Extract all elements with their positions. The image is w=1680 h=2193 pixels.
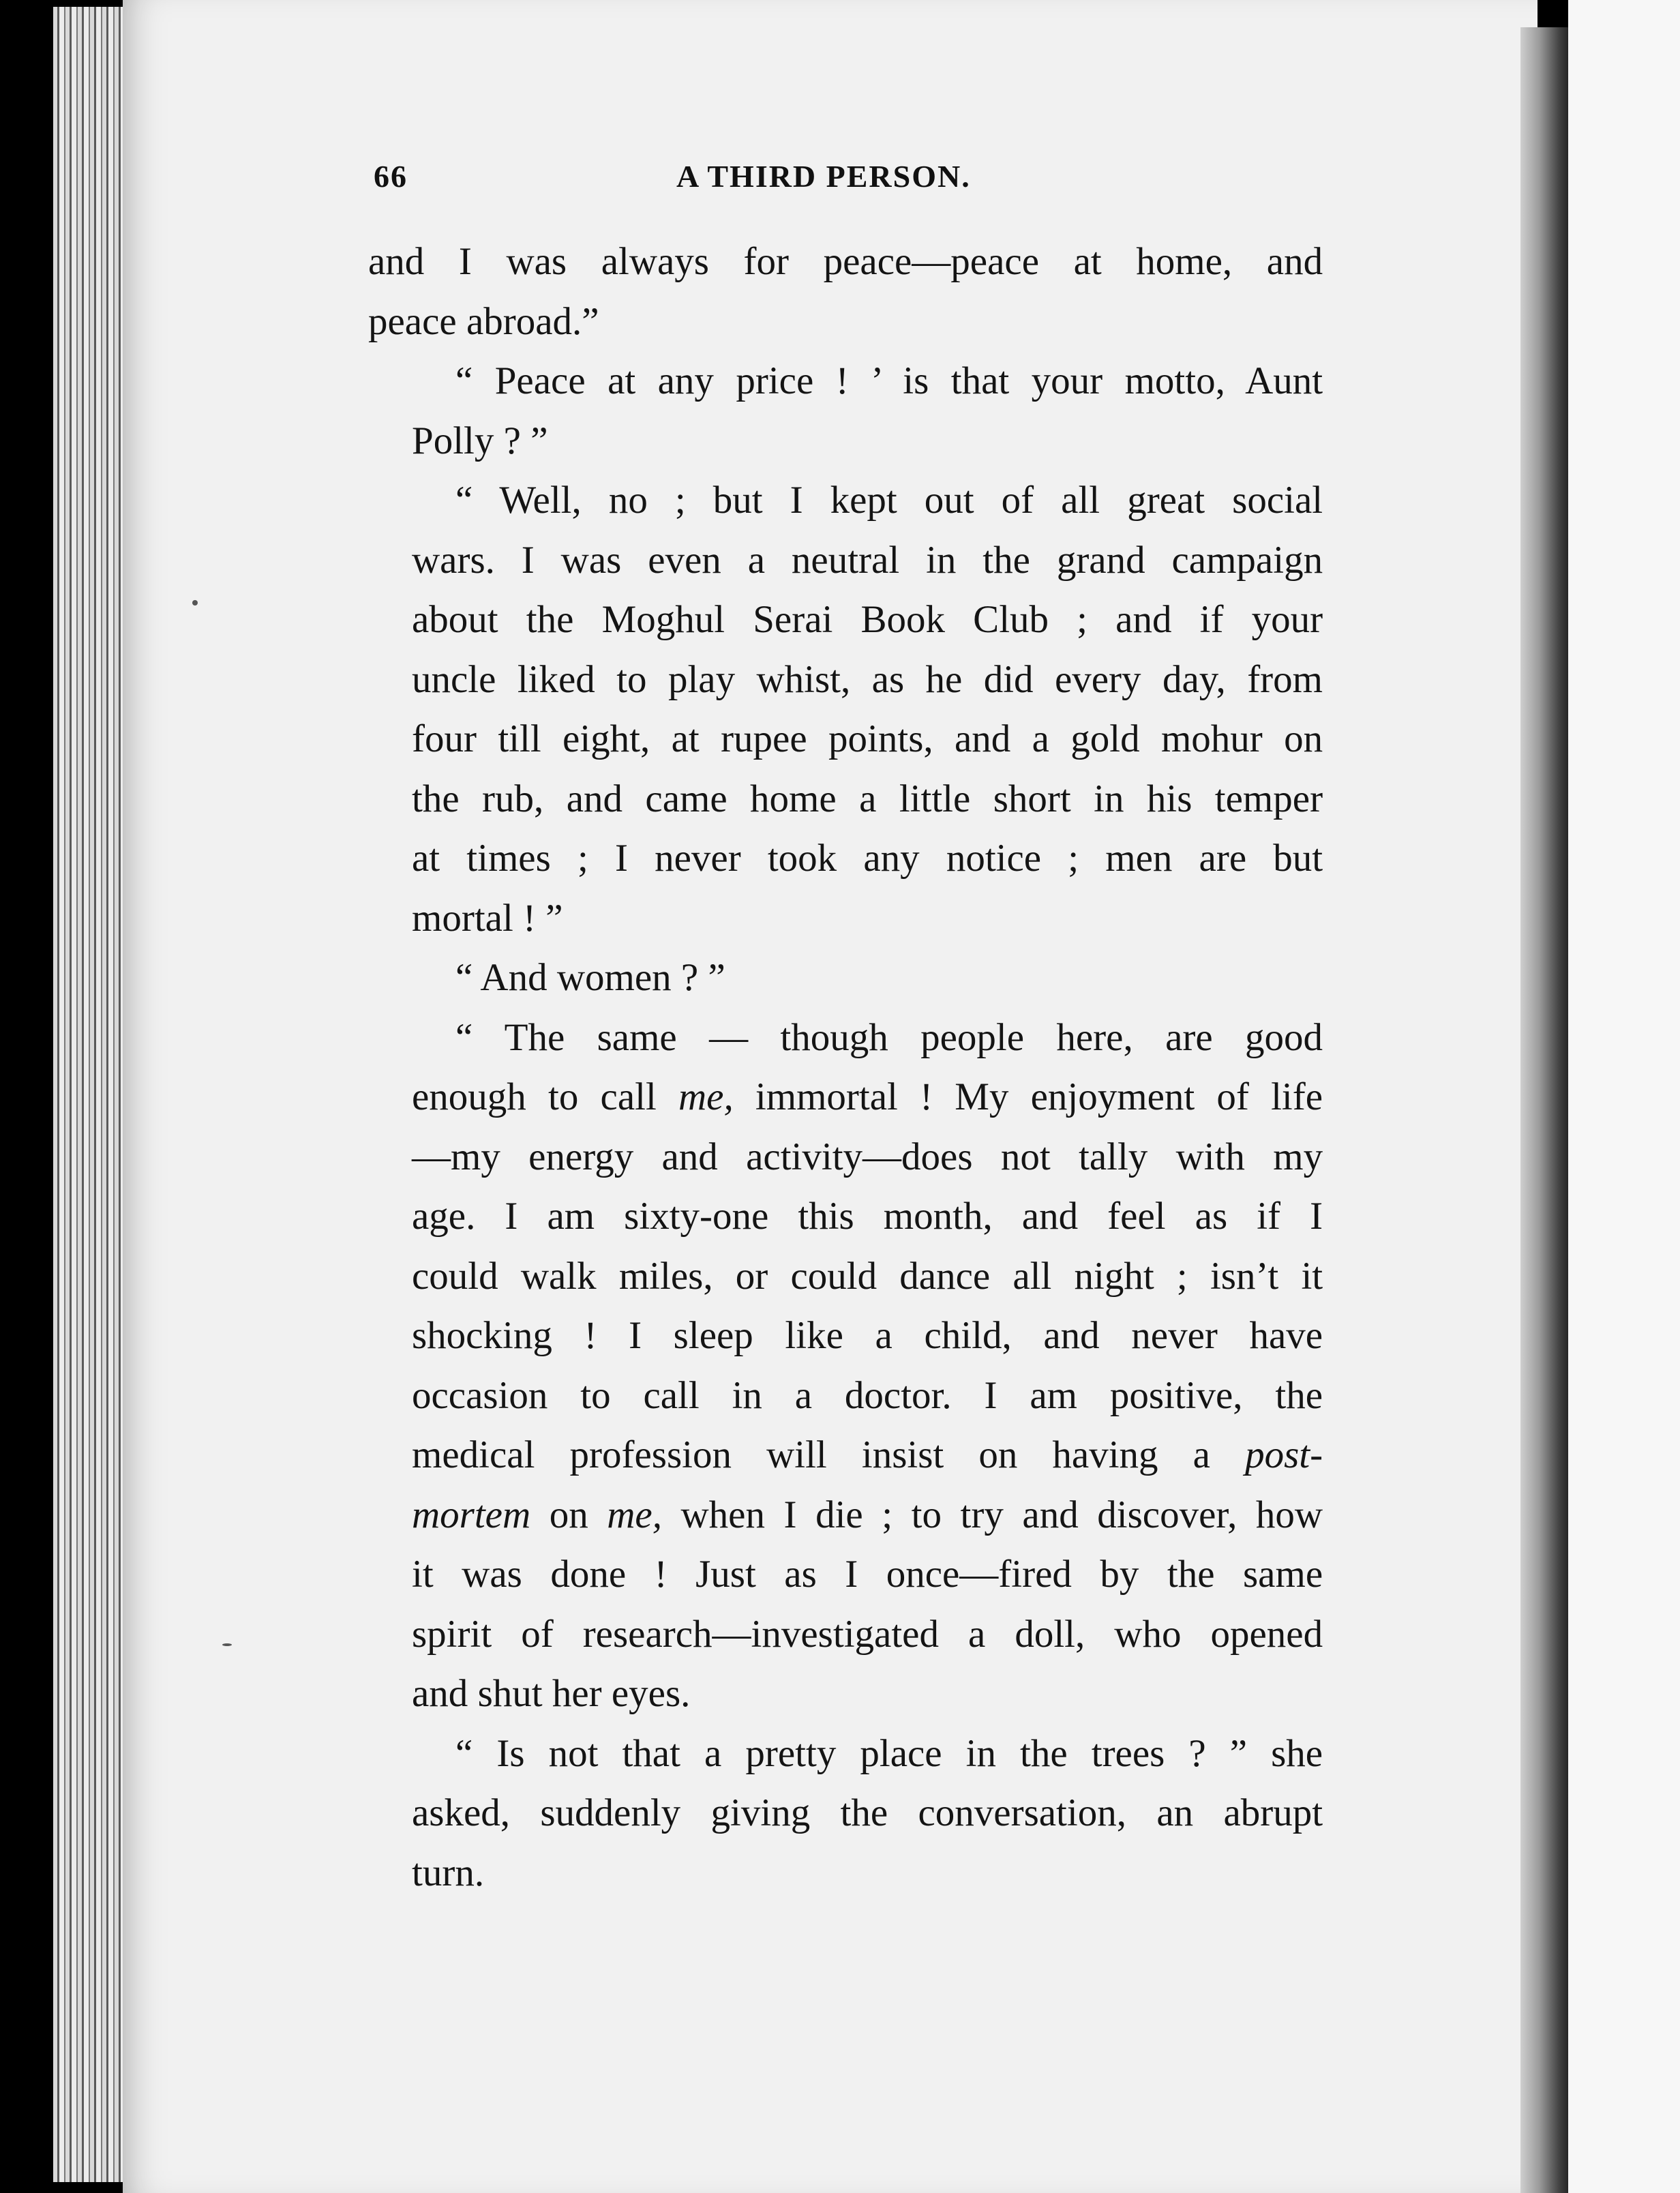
text-line: and shut her eyes. — [412, 1672, 691, 1715]
text-line: spirit of research—investigated a doll, who opened — [412, 1612, 1323, 1656]
text-line: it was done ! Just as I once—fired by the same — [412, 1553, 1323, 1596]
text-line: “ Well, no ; but I kept out of all great social — [455, 479, 1323, 522]
text-line: shocking ! I sleep like a child, and never have — [412, 1314, 1323, 1357]
text-line: at times ; I never took any notice ; men are but — [412, 837, 1323, 880]
text-line: peace abroad.” — [368, 299, 599, 343]
text-line: asked, suddenly giving the conversation, an abrupt — [412, 1791, 1323, 1834]
text-line: could walk miles, or could dance all night ; isn’t it — [412, 1254, 1323, 1298]
text-line: and I was always for peace—peace at home, and — [368, 240, 1323, 283]
text-line: occasion to call in a doctor. I am positive, the — [412, 1373, 1323, 1417]
text-line: enough to call me, immortal ! My enjoyment of life — [412, 1075, 1323, 1118]
text-line: “ Is not that a pretty place in the trees ? ” she — [455, 1731, 1323, 1775]
paragraph — [368, 1008, 1323, 1724]
page-number: 66 — [374, 159, 408, 194]
scan-speck — [222, 1643, 232, 1646]
running-head — [374, 158, 1362, 213]
text-line: about the Moghul Serai Book Club ; and if your — [412, 598, 1323, 641]
text-line: —my energy and activity—does not tally with my — [412, 1135, 1323, 1178]
text-line: medical profession will insist on having a post- — [412, 1433, 1323, 1476]
facing-page — [1568, 0, 1680, 2193]
text-line: “ Peace at any price ! ’ is that your motto, Aunt — [455, 359, 1323, 402]
page-stack-edges — [53, 7, 128, 2182]
paragraph — [368, 948, 1323, 1008]
text-line: mortem on me, when I die ; to try and discover, how — [412, 1493, 1323, 1536]
paragraph — [368, 471, 1323, 948]
text-line: “ And women ? ” — [455, 956, 725, 999]
text-line: “ The same — though people here, are good — [455, 1015, 1323, 1059]
paragraph — [368, 232, 1323, 351]
scan-speck — [192, 600, 198, 606]
body-text — [368, 232, 1323, 1903]
text-line: age. I am sixty-one this month, and feel as if I — [412, 1195, 1323, 1238]
book-gutter — [1520, 27, 1575, 2193]
paragraph — [368, 351, 1323, 471]
text-line: four till eight, at rupee points, and a gold mohur on — [412, 717, 1323, 760]
paragraph — [368, 1724, 1323, 1903]
running-title: A THIRD PERSON. — [676, 159, 971, 194]
text-line: uncle liked to play whist, as he did every day, from — [412, 657, 1323, 701]
text-line: Polly ? ” — [412, 419, 548, 462]
text-line: wars. I was even a neutral in the grand campaign — [412, 538, 1323, 582]
text-line: the rub, and came home a little short in his temper — [412, 777, 1323, 820]
text-line: mortal ! ” — [412, 896, 563, 940]
text-line: turn. — [412, 1851, 485, 1894]
